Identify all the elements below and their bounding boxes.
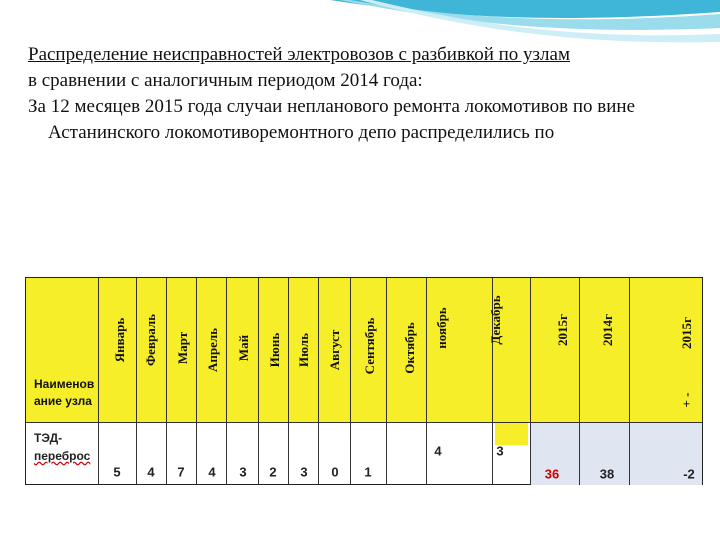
row-label-line2: переброс — [34, 449, 91, 463]
grid-line — [629, 278, 630, 484]
name-header: Наименов ание узла — [34, 377, 95, 408]
grid-line — [98, 278, 99, 484]
cell-september: 1 — [364, 464, 372, 480]
grid-line — [318, 278, 319, 484]
cell-may: 3 — [239, 464, 247, 480]
cell-july: 3 — [300, 464, 308, 480]
cell-diff: -2 — [683, 466, 695, 482]
column-header-december: Декабрь — [488, 295, 503, 345]
column-header-january: Январь — [112, 317, 127, 363]
row-label-line1: ТЭД- — [34, 431, 63, 445]
column-header-2015: 2015г — [555, 314, 570, 346]
paragraph-description: За 12 месяцев 2015 года случаи непланового ремонта локомотивов по вине Астанинского локомотиворемонтного депо распределились по — [28, 96, 636, 143]
grid-line — [530, 278, 531, 484]
column-header-plus-minus: + - — [679, 392, 694, 408]
faults-table — [25, 277, 703, 485]
row-label-ted — [34, 429, 94, 465]
cell-august: 0 — [331, 464, 339, 480]
cell-june: 2 — [269, 464, 277, 480]
paragraph-title: Распределение неисправностей электровозов с разбивкой по узлам — [28, 44, 570, 65]
cell-january: 5 — [113, 464, 121, 480]
column-header-july: Июль — [296, 333, 311, 367]
cell-february: 4 — [147, 464, 155, 480]
cell-april: 4 — [208, 464, 216, 480]
cell-total-2015: 36 — [544, 466, 560, 482]
column-header-october: Октябрь — [402, 322, 417, 374]
header-bottom-line — [26, 422, 702, 423]
column-header-november: ноябрь — [434, 307, 449, 349]
grid-line — [350, 278, 351, 484]
grid-line — [258, 278, 259, 484]
cell-december: 3 — [496, 443, 504, 459]
column-header-2014: 2014г — [600, 314, 615, 346]
column-header-august: Август — [327, 329, 342, 371]
grid-line — [226, 278, 227, 484]
column-header-march: Март — [175, 331, 190, 365]
grid-line — [136, 278, 137, 484]
grid-line — [426, 278, 427, 484]
column-header-may: Май — [236, 334, 251, 362]
cell-march: 7 — [177, 464, 185, 480]
cell-november: 4 — [434, 443, 442, 459]
column-header-april: Апрель — [205, 327, 220, 373]
grid-line — [579, 278, 580, 484]
text-block — [28, 42, 688, 146]
highlight-cell-december — [495, 423, 528, 445]
grid-line — [386, 278, 387, 484]
grid-line — [288, 278, 289, 484]
column-header-diff-year: 2015г — [679, 317, 694, 349]
column-header-february: Февраль — [143, 314, 158, 366]
column-header-september: Сентябрь — [362, 317, 377, 375]
grid-line — [196, 278, 197, 484]
cell-total-2014: 38 — [599, 466, 615, 482]
column-header-june: Июнь — [267, 332, 282, 368]
paragraph-comparison: в сравнении с аналогичным периодом 2014 года: — [28, 70, 423, 91]
grid-line — [166, 278, 167, 484]
